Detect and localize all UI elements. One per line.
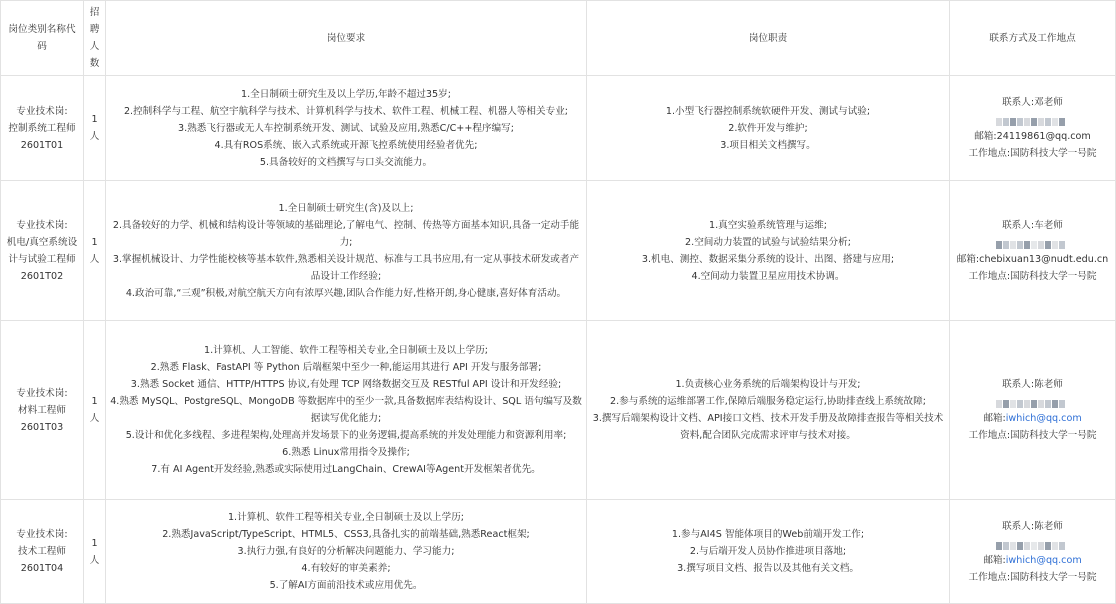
blurred-phone bbox=[953, 234, 1112, 251]
requirement-item: 5.了解AI方面前沿技术或应用优先。 bbox=[269, 580, 423, 591]
contact-email: 邮箱:24119861@qq.com bbox=[974, 131, 1091, 142]
category-cell bbox=[1, 321, 84, 500]
category-title: 机电/真空系统设计与试验工程师 bbox=[6, 236, 78, 265]
duties-cell bbox=[587, 321, 950, 500]
table-row bbox=[1, 76, 1116, 181]
duty-item: 3.撰写项目文档、报告以及其他有关文档。 bbox=[677, 563, 859, 574]
requirement-item: 6.熟悉 Linux常用指令及操作; bbox=[282, 447, 410, 458]
duty-item: 1.负责核心业务系统的后端架构设计与开发; bbox=[675, 379, 861, 390]
duty-item: 2.软件开发与维护; bbox=[728, 122, 808, 134]
duty-item: 2.与后端开发人员协作推进项目落地; bbox=[689, 546, 847, 557]
blurred-phone bbox=[953, 535, 1112, 552]
count-cell: 1人 bbox=[84, 500, 106, 604]
contact-name: 联系人:车老师 bbox=[1002, 219, 1063, 231]
count-cell: 1人 bbox=[84, 76, 106, 181]
duty-item: 2.参与系统的运维部署工作,保障后端服务稳定运行,协助排查线上系统故障; bbox=[610, 396, 926, 407]
duty-item: 1.小型飞行器控制系统软硬件开发、测试与试验; bbox=[665, 105, 871, 117]
duty-item: 1.真空实验系统管理与运维; bbox=[709, 219, 827, 231]
duty-item: 3.撰写后端架构设计文档、API接口文档、技术开发手册及故障排查报告等相关技术资料,配合团队完成需求评审与技术对接。 bbox=[592, 413, 944, 441]
category-cell bbox=[1, 76, 84, 181]
requirement-item: 5.设计和优化多线程、多进程架构,处理高并发场景下的业务逻辑,提高系统的并发处理能力和资源利用率; bbox=[125, 430, 567, 441]
table-row bbox=[1, 321, 1116, 500]
table-row bbox=[1, 500, 1116, 604]
requirement-item: 1.全日制硕士研究生(含)及以上; bbox=[278, 202, 414, 214]
duties-cell bbox=[587, 181, 950, 321]
requirement-item: 3.执行力强,有良好的分析解决问题能力、学习能力; bbox=[237, 546, 455, 557]
contact-location: 工作地点:国防科技大学一号院 bbox=[968, 571, 1097, 583]
header-category: 岗位类别名称代码 bbox=[1, 1, 84, 76]
contact-email: 邮箱:chebixuan13@nudt.edu.cn bbox=[956, 253, 1109, 265]
category-type: 专业技术岗: bbox=[16, 529, 68, 540]
category-code: 2601T03 bbox=[20, 421, 64, 433]
requirements-cell bbox=[106, 321, 587, 500]
requirements-cell bbox=[106, 500, 587, 604]
requirement-item: 5.具备较好的文档撰写与口头交流能力。 bbox=[259, 156, 433, 168]
header-duties: 岗位职责 bbox=[587, 1, 950, 76]
email-link[interactable]: iwhich@qq.com bbox=[1005, 554, 1082, 566]
requirement-item: 4.熟悉 MySQL、PostgreSQL、MongoDB 等数据库中的至少一款,具备数据库表结构设计、SQL 语句编写及数据读写优化能力; bbox=[110, 396, 582, 424]
requirement-item: 3.熟悉 Socket 通信、HTTP/HTTPS 协议,有处理 TCP 网络数据交互及 RESTful API 设计和开发经验; bbox=[130, 379, 562, 390]
category-cell bbox=[1, 181, 84, 321]
requirement-item: 7.有 AI Agent开发经验,熟悉或实际使用过LangChain、CrewAI等Agent开发框架者优先。 bbox=[151, 464, 541, 475]
requirement-item: 3.熟悉飞行器或无人车控制系统开发、测试、试验及应用,熟悉C/C++程序编写; bbox=[178, 122, 514, 134]
header-requirements: 岗位要求 bbox=[106, 1, 587, 76]
category-title: 控制系统工程师 bbox=[8, 122, 76, 134]
category-cell bbox=[1, 500, 84, 604]
blurred-phone bbox=[953, 111, 1112, 128]
contact-name: 联系人:陈老师 bbox=[1002, 520, 1063, 532]
requirement-item: 1.计算机、人工智能、软件工程等相关专业,全日制硕士及以上学历; bbox=[203, 345, 489, 356]
contact-name: 联系人:陈老师 bbox=[1002, 379, 1063, 390]
contact-cell bbox=[950, 181, 1116, 321]
category-type: 专业技术岗: bbox=[16, 387, 68, 399]
duties-cell bbox=[587, 76, 950, 181]
contact-email bbox=[953, 410, 1112, 427]
requirement-item: 1.全日制硕士研究生及以上学历,年龄不超过35岁; bbox=[241, 88, 451, 100]
duty-item: 4.空间动力装置卫星应用技术协调。 bbox=[691, 270, 845, 282]
contact-name: 联系人:邓老师 bbox=[1002, 97, 1063, 108]
contact-email bbox=[953, 552, 1112, 569]
requirement-item: 2.熟悉 Flask、FastAPI 等 Python 后端框架中至少一种,能运用其进行 API 开发与服务部署; bbox=[150, 362, 542, 373]
table-row bbox=[1, 181, 1116, 321]
requirement-item: 2.熟悉JavaScript/TypeScript、HTML5、CSS3,具备扎实的前端基础,熟悉React框架; bbox=[162, 529, 530, 540]
duty-item: 3.机电、测控、数据采集分系统的设计、出图、搭建与应用; bbox=[641, 253, 895, 265]
requirements-cell bbox=[106, 181, 587, 321]
requirement-item: 2.控制科学与工程、航空宇航科学与技术、计算机科学与技术、软件工程、机械工程、机器人等相关专业; bbox=[123, 105, 569, 117]
requirement-item: 4.有较好的审美素养; bbox=[301, 563, 391, 574]
category-title: 技术工程师 bbox=[18, 546, 66, 557]
count-cell: 1人 bbox=[84, 181, 106, 321]
requirement-item: 3.掌握机械设计、力学性能校核等基本软件,熟悉相关设计规范、标准与工具书应用,有一定从事技术研发或者产品设计工作经验; bbox=[112, 253, 580, 282]
requirements-cell bbox=[106, 76, 587, 181]
count-cell: 1人 bbox=[84, 321, 106, 500]
header-contact: 联系方式及工作地点 bbox=[950, 1, 1116, 76]
email-link[interactable]: iwhich@qq.com bbox=[1005, 413, 1082, 424]
contact-cell bbox=[950, 321, 1116, 500]
requirement-item: 2.具备较好的力学、机械和结构设计等领域的基础理论,了解电气、控制、传热等方面基本知识,具备一定动手能力; bbox=[112, 219, 580, 248]
duty-item: 2.空间动力装置的试验与试验结果分析; bbox=[685, 236, 851, 248]
category-code: 2601T01 bbox=[20, 139, 64, 151]
header-count: 招聘人数 bbox=[84, 1, 106, 76]
duty-item: 3.项目相关文档撰写。 bbox=[720, 139, 816, 151]
contact-location: 工作地点:国防科技大学一号院 bbox=[968, 430, 1097, 441]
email-label: 邮箱: bbox=[983, 413, 1006, 424]
requirement-item: 4.政治可靠,“三观”积极,对航空航天方向有浓厚兴趣,团队合作能力好,性格开朗,身心健康,喜好体育活动。 bbox=[125, 287, 567, 299]
category-code: 2601T04 bbox=[20, 563, 64, 574]
category-title: 材料工程师 bbox=[18, 404, 66, 416]
contact-location: 工作地点:国防科技大学一号院 bbox=[968, 270, 1097, 282]
contact-cell bbox=[950, 76, 1116, 181]
blurred-phone bbox=[953, 393, 1112, 410]
requirement-item: 1.计算机、软件工程等相关专业,全日制硕士及以上学历; bbox=[227, 512, 465, 523]
header-row bbox=[1, 1, 1116, 76]
email-label: 邮箱: bbox=[983, 554, 1006, 566]
contact-cell bbox=[950, 500, 1116, 604]
contact-location: 工作地点:国防科技大学一号院 bbox=[968, 148, 1097, 159]
category-type: 专业技术岗: bbox=[16, 105, 68, 117]
category-type: 专业技术岗: bbox=[16, 219, 68, 231]
duties-cell bbox=[587, 500, 950, 604]
category-code: 2601T02 bbox=[20, 270, 64, 282]
duty-item: 1.参与AI4S 智能体项目的Web前端开发工作; bbox=[671, 529, 865, 540]
requirement-item: 4.具有ROS系统、嵌入式系统或开源飞控系统使用经验者优先; bbox=[214, 139, 478, 151]
